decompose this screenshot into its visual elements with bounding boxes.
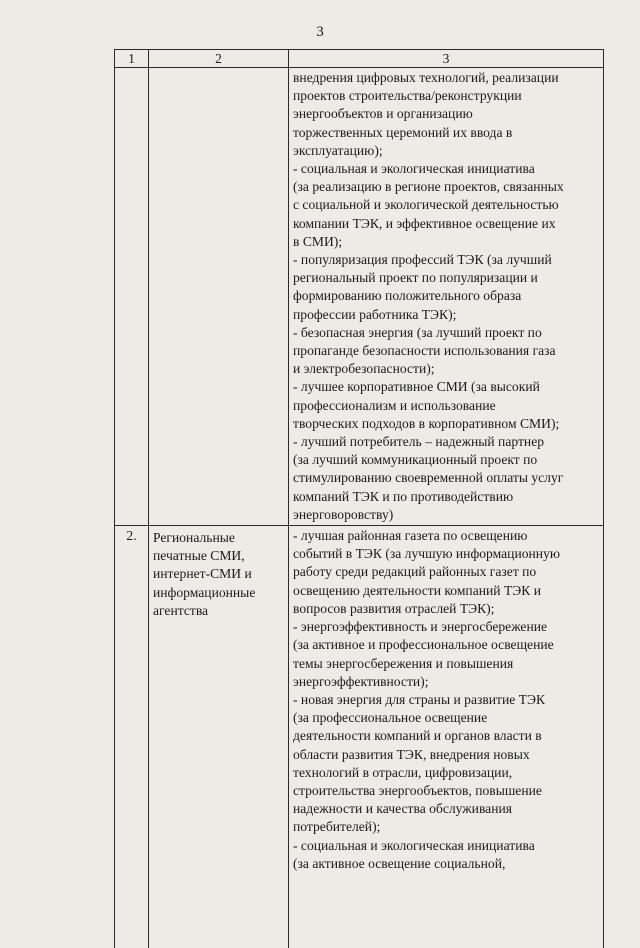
row-category bbox=[149, 526, 289, 948]
page-number: 3 bbox=[316, 24, 324, 40]
content-line: - популяризация профессий ТЭК (за лучший bbox=[293, 252, 552, 268]
category-line: агентства bbox=[153, 602, 209, 618]
content-line: потребителей); bbox=[293, 819, 381, 835]
row-content bbox=[289, 68, 604, 526]
content-line: пропаганде безопасности использования газа bbox=[293, 343, 556, 359]
content-line: (за лучший коммуникационный проект по bbox=[293, 452, 538, 468]
row-number: 2. bbox=[115, 526, 149, 948]
content-line: внедрения цифровых технологий, реализации bbox=[293, 70, 559, 85]
row-number bbox=[115, 68, 149, 526]
content-line: региональный проект по популяризации и bbox=[293, 270, 538, 286]
table-header-row bbox=[115, 50, 604, 68]
row-category bbox=[149, 68, 289, 526]
content-line: освещению деятельности компаний ТЭК и bbox=[293, 582, 541, 598]
content-line: профессии работника ТЭК); bbox=[293, 306, 457, 322]
content-line: творческих подходов в корпоративном СМИ); bbox=[293, 415, 560, 431]
content-line: стимулированию своевременной оплаты услуг bbox=[293, 470, 564, 486]
content-line: (за активное и профессиональное освещение bbox=[293, 637, 554, 653]
content-line: - новая энергия для страны и развитие ТЭК bbox=[293, 691, 546, 707]
row-content bbox=[289, 526, 604, 948]
content-line: - социальная и экологическая инициатива bbox=[293, 837, 535, 853]
content-line: технологий в отрасли, цифровизации, bbox=[293, 764, 513, 780]
content-line: (за активное освещение социальной, bbox=[293, 855, 506, 871]
content-line: профессионализм и использование bbox=[293, 397, 496, 413]
content-line: строительства энергообъектов, повышение bbox=[293, 782, 542, 798]
content-line: - лучший потребитель – надежный партнер bbox=[293, 434, 545, 450]
content-line: формированию положительного образа bbox=[293, 288, 522, 304]
content-line: компании ТЭК, и эффективное освещение их bbox=[293, 215, 556, 231]
header-col-2: 2 bbox=[149, 50, 289, 68]
content-line: (за реализацию в регионе проектов, связанных bbox=[293, 179, 564, 195]
content-line: компаний ТЭК и по противодействию bbox=[293, 488, 514, 504]
content-line: области развития ТЭК, внедрения новых bbox=[293, 746, 530, 762]
category-line: Региональные bbox=[153, 530, 235, 546]
category-line: печатные СМИ, bbox=[153, 548, 245, 564]
table-row bbox=[115, 526, 604, 948]
content-line: в СМИ); bbox=[293, 233, 343, 249]
table-row bbox=[115, 68, 604, 526]
category-line: информационные bbox=[153, 584, 256, 600]
content-line: - безопасная энергия (за лучший проект по bbox=[293, 324, 542, 340]
content-line: энергообъектов и организацию bbox=[293, 106, 473, 122]
content-line: работу среди редакций районных газет по bbox=[293, 564, 537, 580]
content-line: вопросов развития отраслей ТЭК); bbox=[293, 600, 495, 616]
content-line: надежности и качества обслуживания bbox=[293, 801, 513, 817]
content-line: проектов строительства/реконструкции bbox=[293, 88, 522, 104]
content-line: - лучшее корпоративное СМИ (за высокий bbox=[293, 379, 540, 395]
category-line: интернет-СМИ и bbox=[153, 566, 252, 582]
nominations-table bbox=[114, 49, 604, 948]
content-line: энергоэффективности); bbox=[293, 673, 429, 689]
content-line: с социальной и экологической деятельностью bbox=[293, 197, 559, 213]
header-col-3: 3 bbox=[289, 50, 604, 68]
content-line: - социальная и экологическая инициатива bbox=[293, 161, 535, 177]
content-line: (за профессиональное освещение bbox=[293, 710, 488, 726]
content-line: темы энергосбережения и повышения bbox=[293, 655, 514, 671]
header-col-1: 1 bbox=[115, 50, 149, 68]
content-line: энерговоровству) bbox=[293, 506, 394, 522]
content-line: событий в ТЭК (за лучшую информационную bbox=[293, 546, 561, 562]
content-line: - энергоэффективность и энергосбережение bbox=[293, 619, 548, 635]
content-line: торжественных церемоний их ввода в bbox=[293, 124, 513, 140]
content-line: - лучшая районная газета по освещению bbox=[293, 528, 528, 544]
content-line: деятельности компаний и органов власти в bbox=[293, 728, 542, 744]
content-line: и электробезопасности); bbox=[293, 361, 435, 377]
content-line: эксплуатацию); bbox=[293, 142, 383, 158]
